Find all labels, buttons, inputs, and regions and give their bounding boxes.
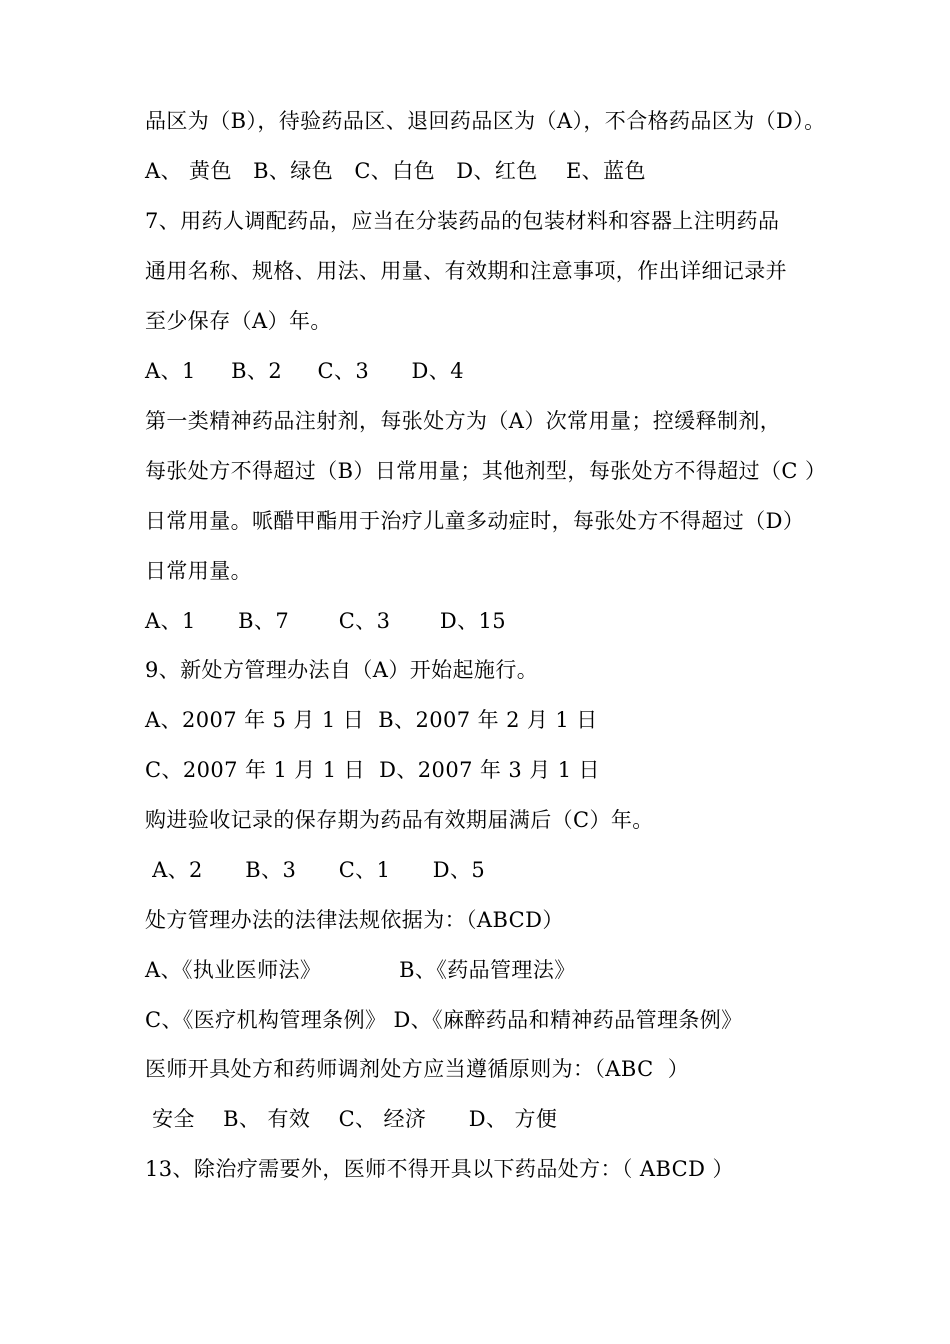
text-line-psychotropic-question: 第一类精神药品注射剂，每张处方为（A）次常用量；控缓释制剂， <box>145 409 782 433</box>
text-line-question-9-options-cd: C、2007 年 1 月 1 日 D、2007 年 3 月 1 日 <box>145 758 600 782</box>
text-line-psychotropic-options: A、1 B、7 C、3 D、15 <box>145 609 507 633</box>
text-line-question-13: 13、除治疗需要外，医师不得开具以下药品处方：（ ABCD ） <box>145 1157 734 1181</box>
text-line-record-retention-question: 购进验收记录的保存期为药品有效期届满后（C）年。 <box>145 808 654 832</box>
text-line-storage-zone-colors: 品区为（B），待验药品区、退回药品区为（A），不合格药品区为（D）。 <box>145 109 826 133</box>
text-line-color-options: A、 黄色 B、绿色 C、白色 D、红色 E、蓝色 <box>145 159 646 183</box>
text-line-psychotropic-end: 日常用量。 <box>145 559 252 583</box>
text-line-legal-basis-question: 处方管理办法的法律法规依据为：（ABCD） <box>145 908 564 932</box>
text-line-question-7-options: A、1 B、2 C、3 D、4 <box>145 359 464 383</box>
text-line-question-7-end: 至少保存（A）年。 <box>145 309 332 333</box>
text-line-principles-options: 安全 B、 有效 C、 经济 D、 方便 <box>145 1107 558 1131</box>
text-line-psychotropic-cont-1: 每张处方不得超过（B）日常用量；其他剂型，每张处方不得超过（C ） <box>145 459 827 483</box>
text-line-record-retention-options: A、2 B、3 C、1 D、5 <box>145 858 486 882</box>
text-line-principles-question: 医师开具处方和药师调剂处方应当遵循原则为：（ABC ） <box>145 1057 690 1081</box>
text-line-legal-basis-options-cd: C、《医疗机构管理条例》 D、《麻醉药品和精神药品管理条例》 <box>145 1008 743 1032</box>
text-line-legal-basis-options-ab: A、《执业医师法》 B、《药品管理法》 <box>145 958 576 982</box>
text-line-question-9-options-ab: A、2007 年 5 月 1 日 B、2007 年 2 月 1 日 <box>145 708 598 732</box>
text-line-psychotropic-cont-2: 日常用量。哌醋甲酯用于治疗儿童多动症时，每张处方不得超过（D） <box>145 509 805 533</box>
text-line-question-7: 7、用药人调配药品，应当在分装药品的包装材料和容器上注明药品 <box>145 209 780 233</box>
text-line-question-9: 9、新处方管理办法自（A）开始起施行。 <box>145 658 539 682</box>
text-line-question-7-cont: 通用名称、规格、用法、用量、有效期和注意事项，作出详细记录并 <box>145 259 787 283</box>
